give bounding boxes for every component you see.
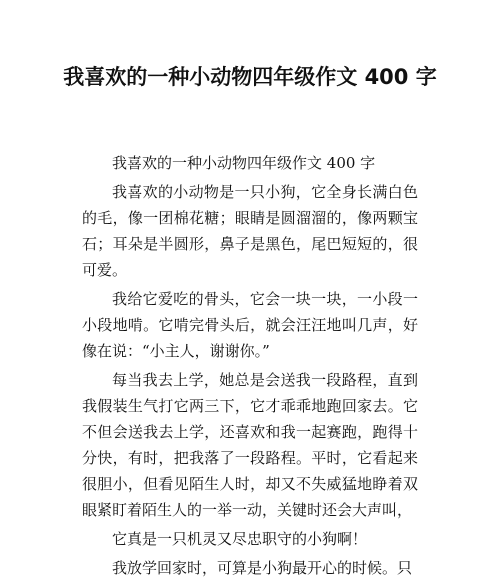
document-title: 我喜欢的一种小动物四年级作文 400 字 <box>63 65 437 89</box>
paragraph-school: 每当我去上学，她总是会送我一段路程，直到我假装生气打它两三下，它才乖乖地跑回家去。它不但会送我去上学，还喜欢和我一起赛跑，跑得十分快，有时，把我落了一段路程。平时，它看起来很胆小，但看见陌生人时，却又不失威猛地睁着双眼紧盯着陌生人的一举一动，关键时还会大声叫， <box>82 371 418 519</box>
paragraph-loyal: 它真是一只机灵又尽忠职守的小狗啊！ <box>112 530 368 548</box>
paragraph-home: 我放学回家时，可算是小狗最开心的时候。只 <box>112 559 413 577</box>
paragraph-description: 我喜欢的小动物是一只小狗，它全身长满白色的毛，像一团棉花糖；眼睛是圆溜溜的，像两颗宝石；耳朵是半圆形，鼻子是黑色，尾巴短短的，很可爱。 <box>82 183 418 279</box>
paragraph-heading-repeat: 我喜欢的一种小动物四年级作文 400 字 <box>112 154 376 172</box>
document-body <box>82 150 418 584</box>
paragraph-bone: 我给它爱吃的骨头，它会一块一块，一小段一小段地啃。它啃完骨头后，就会汪汪地叫几声，好像在说：“小主人，谢谢你。” <box>82 290 418 360</box>
